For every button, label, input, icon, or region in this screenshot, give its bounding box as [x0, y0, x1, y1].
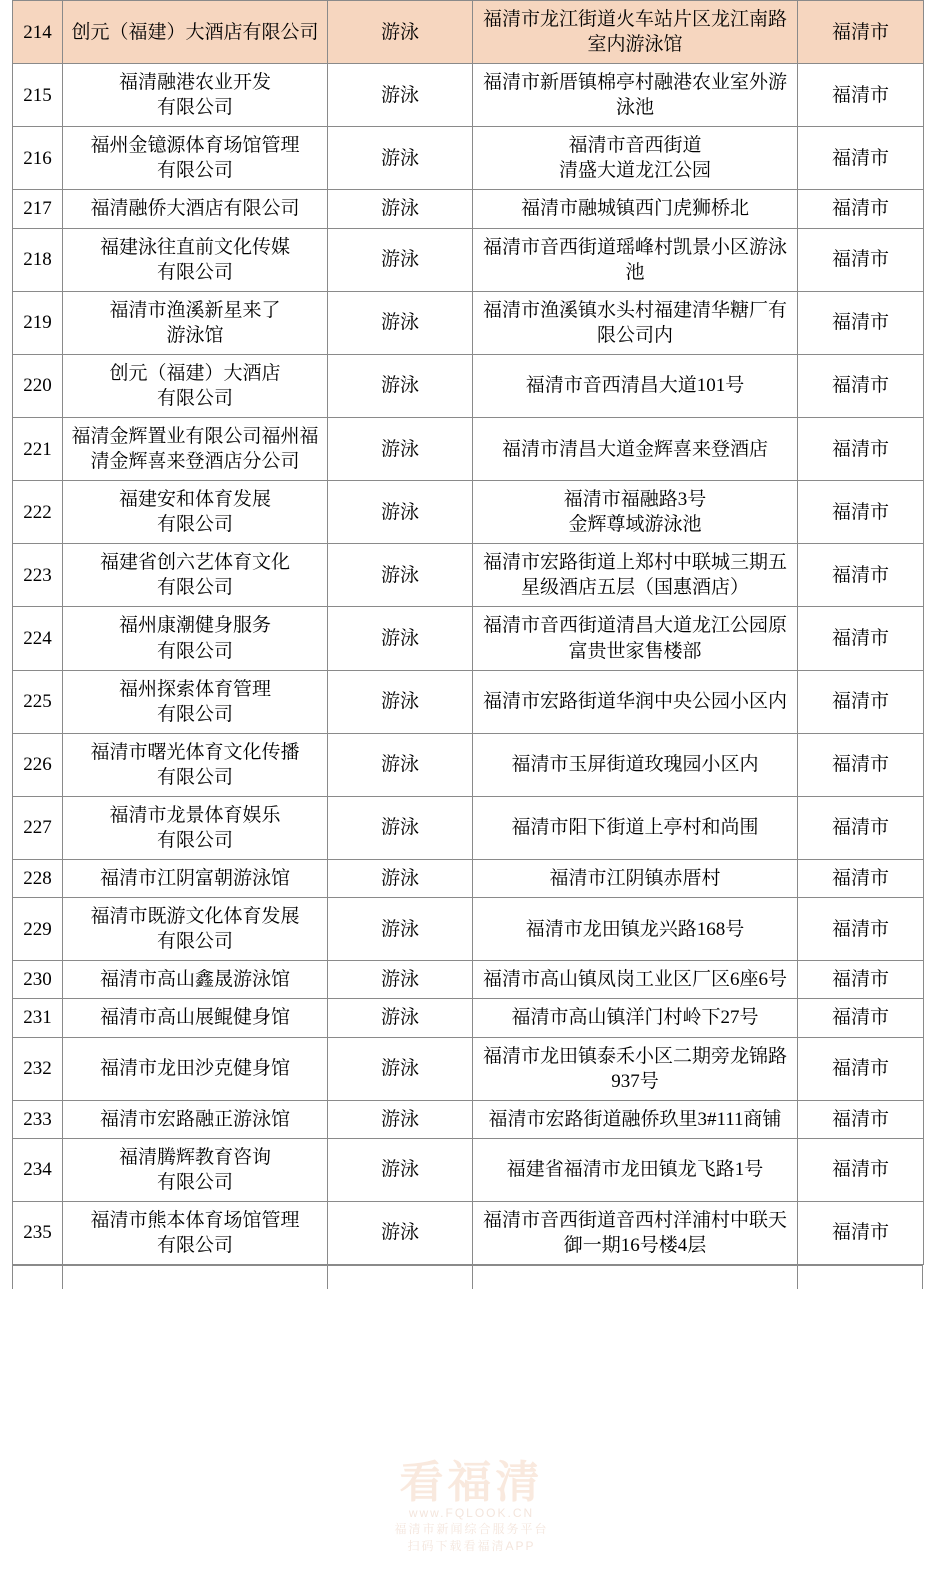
cell-address: 福清市音西街道 清盛大道龙江公园 — [473, 127, 798, 190]
cell-company-name: 福清市渔溪新星来了 游泳馆 — [63, 291, 328, 354]
cell-project-type: 游泳 — [328, 961, 473, 999]
cell-company-name: 创元（福建）大酒店有限公司 — [63, 1, 328, 64]
cell-company-name: 福清金辉置业有限公司福州福清金辉喜来登酒店分公司 — [63, 418, 328, 481]
watermark-platform: 福清市新闻综合服务平台 — [394, 1522, 549, 1536]
cell-project-type: 游泳 — [328, 190, 473, 228]
cell-address: 福清市音西街道音西村洋浦村中联天御一期16号楼4层 — [473, 1201, 798, 1264]
cell-company-name: 创元（福建）大酒店 有限公司 — [63, 354, 328, 417]
cell-index: 226 — [13, 733, 63, 796]
cell-region: 福清市 — [798, 228, 924, 291]
table-row — [13, 607, 924, 670]
cell-region: 福清市 — [798, 1037, 924, 1100]
cell-project-type: 游泳 — [328, 1037, 473, 1100]
cell-index: 225 — [13, 670, 63, 733]
cell-region: 福清市 — [798, 354, 924, 417]
cell-address: 福清市龙江街道火车站片区龙江南路室内游泳馆 — [473, 1, 798, 64]
cell-region: 福清市 — [798, 898, 924, 961]
watermark-main: 看福清 — [399, 1458, 544, 1507]
cell-project-type: 游泳 — [328, 127, 473, 190]
cell-region: 福清市 — [798, 607, 924, 670]
table-row — [13, 1201, 924, 1264]
cell-project-type: 游泳 — [328, 1100, 473, 1138]
cell-address: 福清市新厝镇棉亭村融港农业室外游泳池 — [473, 64, 798, 127]
cell-address: 福清市渔溪镇水头村福建清华糖厂有限公司内 — [473, 291, 798, 354]
table-row — [13, 961, 924, 999]
cell-region: 福清市 — [798, 481, 924, 544]
cell-index: 220 — [13, 354, 63, 417]
cell-address: 福清市江阴镇赤厝村 — [473, 860, 798, 898]
cell-company-name: 福清市江阴富朝游泳馆 — [63, 860, 328, 898]
cell-region: 福清市 — [798, 670, 924, 733]
table-row — [13, 418, 924, 481]
cell-company-name: 福清市高山鑫晟游泳馆 — [63, 961, 328, 999]
cell-index: 233 — [13, 1100, 63, 1138]
cell-project-type: 游泳 — [328, 607, 473, 670]
cell-address: 福清市宏路街道华润中央公园小区内 — [473, 670, 798, 733]
table-row — [13, 796, 924, 859]
table-bottom-edge — [12, 1265, 923, 1289]
cell-index: 218 — [13, 228, 63, 291]
cell-region: 福清市 — [798, 1100, 924, 1138]
cell-index: 221 — [13, 418, 63, 481]
cell-index: 223 — [13, 544, 63, 607]
cell-company-name: 福清融侨大酒店有限公司 — [63, 190, 328, 228]
table-row — [13, 64, 924, 127]
table-body — [13, 1, 924, 1265]
table-row — [13, 1100, 924, 1138]
cell-project-type: 游泳 — [328, 1, 473, 64]
cell-region: 福清市 — [798, 1138, 924, 1201]
cell-project-type: 游泳 — [328, 291, 473, 354]
table-row — [13, 354, 924, 417]
cell-region: 福清市 — [798, 999, 924, 1037]
cell-company-name: 福建省创六艺体育文化 有限公司 — [63, 544, 328, 607]
cell-company-name: 福州探索体育管理 有限公司 — [63, 670, 328, 733]
cell-address: 福清市玉屏街道玫瑰园小区内 — [473, 733, 798, 796]
cell-index: 232 — [13, 1037, 63, 1100]
business-listing-table — [12, 0, 924, 1265]
cell-company-name: 福州康潮健身服务 有限公司 — [63, 607, 328, 670]
cell-region: 福清市 — [798, 1, 924, 64]
cell-region: 福清市 — [798, 190, 924, 228]
cell-company-name: 福清市龙景体育娱乐 有限公司 — [63, 796, 328, 859]
cell-address: 福清市龙田镇泰禾小区二期旁龙锦路937号 — [473, 1037, 798, 1100]
cell-address: 福清市音西街道清昌大道龙江公园原富贵世家售楼部 — [473, 607, 798, 670]
cell-region: 福清市 — [798, 418, 924, 481]
cell-address: 福清市福融路3号 金辉尊域游泳池 — [473, 481, 798, 544]
cell-index: 235 — [13, 1201, 63, 1264]
table-row — [13, 481, 924, 544]
cell-index: 229 — [13, 898, 63, 961]
cell-project-type: 游泳 — [328, 228, 473, 291]
cell-company-name: 福清市高山展鲲健身馆 — [63, 999, 328, 1037]
watermark-url: www.FQLOOK.CN — [408, 1506, 535, 1520]
cell-project-type: 游泳 — [328, 860, 473, 898]
cell-index: 215 — [13, 64, 63, 127]
table-row — [13, 544, 924, 607]
cell-index: 234 — [13, 1138, 63, 1201]
cell-index: 227 — [13, 796, 63, 859]
cell-address: 福清市宏路街道上郑村中联城三期五星级酒店五层（国惠酒店） — [473, 544, 798, 607]
cell-region: 福清市 — [798, 860, 924, 898]
cell-project-type: 游泳 — [328, 898, 473, 961]
cell-index: 214 — [13, 1, 63, 64]
cell-company-name: 福建泳往直前文化传媒 有限公司 — [63, 228, 328, 291]
watermark — [0, 1446, 943, 1554]
cell-address: 福清市音西清昌大道101号 — [473, 354, 798, 417]
cell-region: 福清市 — [798, 1201, 924, 1264]
table-row — [13, 670, 924, 733]
cell-company-name: 福清市既游文化体育发展 有限公司 — [63, 898, 328, 961]
cell-index: 230 — [13, 961, 63, 999]
cell-company-name: 福清融港农业开发 有限公司 — [63, 64, 328, 127]
cell-region: 福清市 — [798, 733, 924, 796]
cell-region: 福清市 — [798, 127, 924, 190]
cell-address: 福清市高山镇凤岗工业区厂区6座6号 — [473, 961, 798, 999]
cell-region: 福清市 — [798, 291, 924, 354]
cell-company-name: 福建安和体育发展 有限公司 — [63, 481, 328, 544]
cell-address: 福清市清昌大道金辉喜来登酒店 — [473, 418, 798, 481]
cell-region: 福清市 — [798, 961, 924, 999]
cell-address: 福清市宏路街道融侨玖里3#111商铺 — [473, 1100, 798, 1138]
cell-address: 福清市音西街道瑶峰村凯景小区游泳池 — [473, 228, 798, 291]
cell-address: 福清市高山镇洋门村岭下27号 — [473, 999, 798, 1037]
cell-address: 福建省福清市龙田镇龙飞路1号 — [473, 1138, 798, 1201]
cell-company-name: 福州金镱源体育场馆管理 有限公司 — [63, 127, 328, 190]
cell-company-name: 福清市龙田沙克健身馆 — [63, 1037, 328, 1100]
cell-index: 224 — [13, 607, 63, 670]
cell-address: 福清市阳下街道上亭村和尚围 — [473, 796, 798, 859]
cell-company-name: 福清腾辉教育咨询 有限公司 — [63, 1138, 328, 1201]
cell-project-type: 游泳 — [328, 354, 473, 417]
table-row — [13, 860, 924, 898]
cell-company-name: 福清市宏路融正游泳馆 — [63, 1100, 328, 1138]
cell-region: 福清市 — [798, 796, 924, 859]
cell-project-type: 游泳 — [328, 1138, 473, 1201]
cell-index: 217 — [13, 190, 63, 228]
table-row — [13, 898, 924, 961]
table-row — [13, 1, 924, 64]
table-row — [13, 1037, 924, 1100]
watermark-app-hint: 扫码下载看福清APP — [407, 1539, 536, 1553]
cell-address: 福清市融城镇西门虎狮桥北 — [473, 190, 798, 228]
cell-region: 福清市 — [798, 64, 924, 127]
table-row — [13, 127, 924, 190]
cell-company-name: 福清市熊本体育场馆管理 有限公司 — [63, 1201, 328, 1264]
cell-company-name: 福清市曙光体育文化传播 有限公司 — [63, 733, 328, 796]
table-row — [13, 190, 924, 228]
cell-project-type: 游泳 — [328, 796, 473, 859]
cell-project-type: 游泳 — [328, 544, 473, 607]
cell-project-type: 游泳 — [328, 64, 473, 127]
cell-project-type: 游泳 — [328, 1201, 473, 1264]
cell-index: 228 — [13, 860, 63, 898]
table-row — [13, 733, 924, 796]
cell-index: 231 — [13, 999, 63, 1037]
cell-project-type: 游泳 — [328, 418, 473, 481]
table-row — [13, 1138, 924, 1201]
table-row — [13, 999, 924, 1037]
table-row — [13, 228, 924, 291]
cell-address: 福清市龙田镇龙兴路168号 — [473, 898, 798, 961]
cell-index: 216 — [13, 127, 63, 190]
cell-project-type: 游泳 — [328, 670, 473, 733]
cell-project-type: 游泳 — [328, 733, 473, 796]
cell-region: 福清市 — [798, 544, 924, 607]
cell-project-type: 游泳 — [328, 999, 473, 1037]
table-row — [13, 291, 924, 354]
cell-project-type: 游泳 — [328, 481, 473, 544]
cell-index: 219 — [13, 291, 63, 354]
cell-index: 222 — [13, 481, 63, 544]
